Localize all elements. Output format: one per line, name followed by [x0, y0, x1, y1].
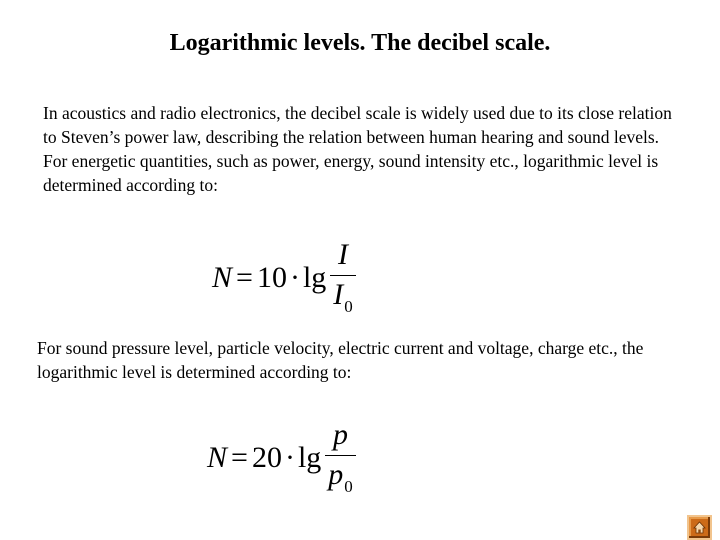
coefficient: 20 — [251, 440, 282, 474]
log-function: lg — [302, 260, 327, 294]
equals-sign: = — [236, 260, 253, 294]
home-icon — [692, 520, 707, 535]
multiply-dot: · — [284, 440, 295, 474]
denominator-subscript: 0 — [344, 297, 353, 316]
fraction — [325, 420, 356, 495]
numerator: p — [333, 418, 349, 451]
numerator: I — [338, 238, 349, 271]
home-button[interactable] — [687, 515, 712, 540]
denominator-subscript: 0 — [344, 477, 353, 496]
fraction — [330, 240, 356, 315]
multiply-dot: · — [289, 260, 300, 294]
formula-variable: N — [212, 260, 233, 294]
denominator: $I_0$ — [333, 278, 353, 316]
log-function: lg — [297, 440, 322, 474]
coefficient: 10 — [256, 260, 287, 294]
intensity-level-formula — [212, 240, 356, 315]
formula-variable: N — [207, 440, 228, 474]
page-title: Logarithmic levels. The decibel scale. — [169, 30, 551, 56]
pressure-paragraph: For sound pressure level, particle velocity, electric current and voltage, charge etc., the logarithmic level is determined according to: — [37, 338, 644, 382]
denominator: $p_0$ — [328, 458, 353, 496]
pressure-level-formula — [207, 420, 356, 495]
fraction-bar — [330, 275, 356, 276]
equals-sign: = — [231, 440, 248, 474]
intro-paragraph: In acoustics and radio electronics, the decibel scale is widely used due to its close relation to Steven’s power law, describing the relation between human hearing and sound levels. For energetic quantities, such as power, energy, sound intensity etc., logarithmic level is determined according to: — [43, 103, 672, 195]
fraction-bar — [325, 455, 356, 456]
